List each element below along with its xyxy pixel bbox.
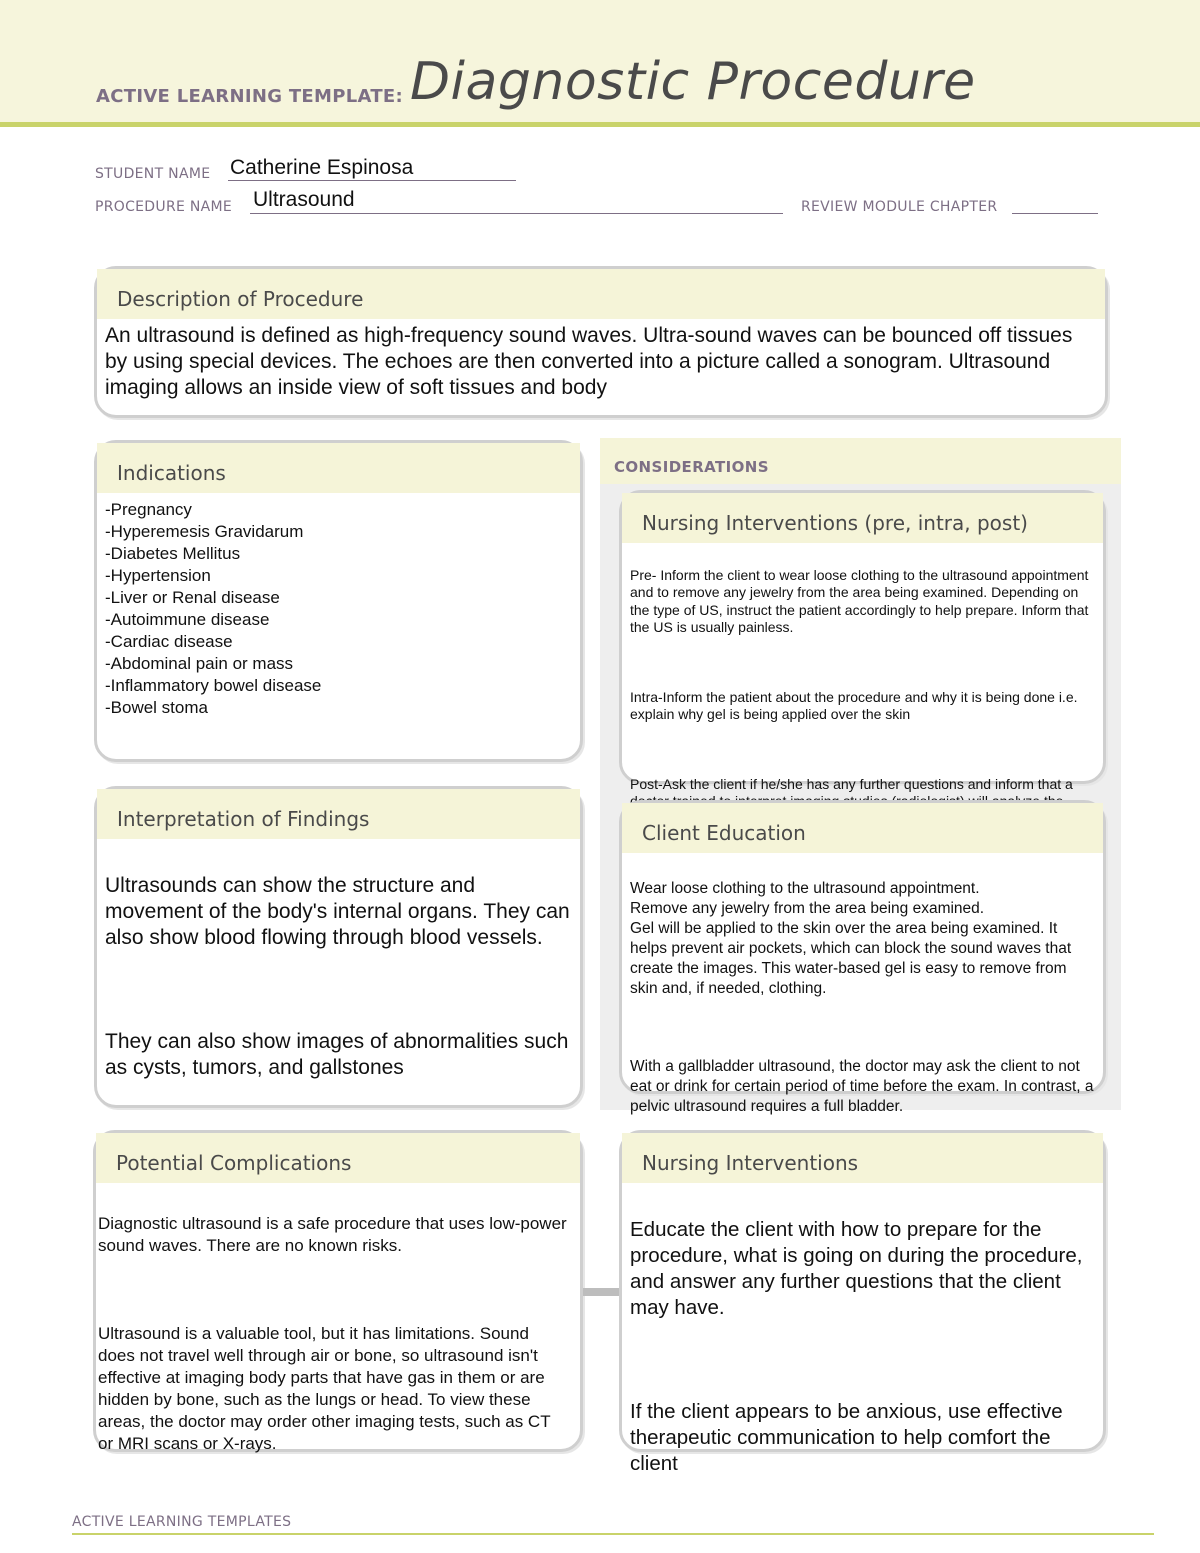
nursing-intra-text: Intra-Inform the patient about the procedure and why it is being done i.e. explain why gel is being applied over the skin — [630, 688, 1078, 722]
complications-box — [93, 1130, 583, 1452]
client-education-title: Client Education — [622, 803, 1103, 853]
list-item: -Pregnancy — [105, 500, 192, 519]
interpretation-para-2: They can also show images of abnormalities such as cysts, tumors, and gallstones — [105, 1030, 569, 1079]
list-item: -Cardiac disease — [105, 632, 233, 651]
complications-para-1: Diagnostic ultrasound is a safe procedure that uses low-power sound waves. There are no known risks. — [98, 1214, 567, 1255]
nursing-interventions-box — [619, 1130, 1106, 1475]
review-module-label: REVIEW MODULE CHAPTER — [801, 199, 998, 215]
nursing-pre-intra-post-title: Nursing Interventions (pre, intra, post) — [622, 493, 1103, 543]
interpretation-title: Interpretation of Findings — [97, 789, 580, 839]
list-item: -Hyperemesis Gravidarum — [105, 522, 304, 541]
review-module-line[interactable] — [1012, 213, 1098, 214]
footer-text: ACTIVE LEARNING TEMPLATES — [72, 1514, 292, 1530]
considerations-label: CONSIDERATIONS — [614, 458, 769, 476]
complications-body — [96, 1183, 580, 1477]
list-item: -Inflammatory bowel disease — [105, 676, 322, 695]
indications-box — [94, 440, 583, 762]
nursing-interventions-title: Nursing Interventions — [622, 1133, 1103, 1183]
template-label: ACTIVE LEARNING TEMPLATE: — [96, 86, 403, 107]
nursing-post-text: Post-Ask the client if he/she has any further questions and inform that a — [630, 775, 1073, 792]
nursing-pre-text: Pre- Inform the client to wear loose clothing to the ultrasound appointment and to remove any jewelry from the area being examined. Depending on the type of US, instruct the patient accordingly to help prepare. Inform that the US is usually painless. — [630, 566, 1089, 635]
client-education-box — [619, 800, 1106, 1115]
connector-bar — [583, 1288, 621, 1296]
list-item: -Diabetes Mellitus — [105, 544, 241, 563]
description-text: An ultrasound is defined as high-frequency sound waves. Ultra-sound waves can be bounced off tissues by using special devices. The echoes are then converted into a picture called a sonogram. Ultrasound imaging allows an inside view of soft tissues and body — [105, 324, 1073, 399]
interpretation-body — [97, 839, 580, 1107]
list-item: -Hypertension — [105, 566, 211, 585]
complications-para-2: Ultrasound is a valuable tool, but it has limitations. Sound does not travel well through air or bone, so ultrasound isn't effective at imaging body parts that have gas in them or are hidden by bone, such as the lungs or head. To view these areas, the doctor may order other imaging tests, such as CT or MRI scans or X-rays. — [98, 1324, 551, 1453]
description-box — [94, 266, 1108, 418]
list-item: -Abdominal pain or mass — [105, 654, 294, 673]
header-rule — [0, 122, 1200, 127]
nursing-interventions-para-2: If the client appears to be anxious, use effective therapeutic communication to help comfort the client — [630, 1400, 1063, 1475]
procedure-name-label: PROCEDURE NAME — [95, 199, 233, 215]
complications-title: Potential Complications — [96, 1133, 580, 1183]
student-name-line — [228, 180, 516, 181]
nursing-pre-intra-post-box — [619, 490, 1106, 792]
list-item: -Autoimmune disease — [105, 610, 270, 629]
page-title: Diagnostic Procedure — [410, 52, 976, 112]
nursing-interventions-body — [622, 1183, 1103, 1503]
client-education-body — [622, 853, 1103, 1137]
procedure-name-value[interactable]: Ultrasound — [253, 188, 355, 211]
nursing-interventions-para-1: Educate the client with how to prepare for the procedure, what is going on during the procedure, and answer any further questions that the client may have. — [630, 1218, 1083, 1319]
procedure-name-line — [250, 213, 783, 214]
interpretation-para-1: Ultrasounds can show the structure and movement of the body's internal organs. They can also show blood flowing through blood vessels. — [105, 874, 570, 949]
student-name-value[interactable]: Catherine Espinosa — [230, 156, 414, 179]
footer-rule — [72, 1533, 1154, 1535]
indications-list — [97, 493, 580, 719]
list-item: -Liver or Renal disease — [105, 588, 280, 607]
client-education-para-2: With a gallbladder ultrasound, the doctor may ask the client to not eat or drink for certain period of time before the exam. In contrast, a pelvic ultrasound requires a full bladder. — [630, 1058, 1094, 1115]
list-item: -Bowel stoma — [105, 698, 208, 717]
indications-title: Indications — [97, 443, 580, 493]
description-title: Description of Procedure — [97, 269, 1105, 319]
interpretation-box — [94, 786, 583, 1108]
student-name-label: STUDENT NAME — [95, 166, 211, 182]
client-education-para-1: Wear loose clothing to the ultrasound appointment. Remove any jewelry from the area being examined. Gel will be applied to the skin over the area being examined. It helps prevent air pockets, which can block the sound waves that create the images. This water-based gel is easy to remove from skin and, if needed, clothing. — [630, 880, 1072, 997]
